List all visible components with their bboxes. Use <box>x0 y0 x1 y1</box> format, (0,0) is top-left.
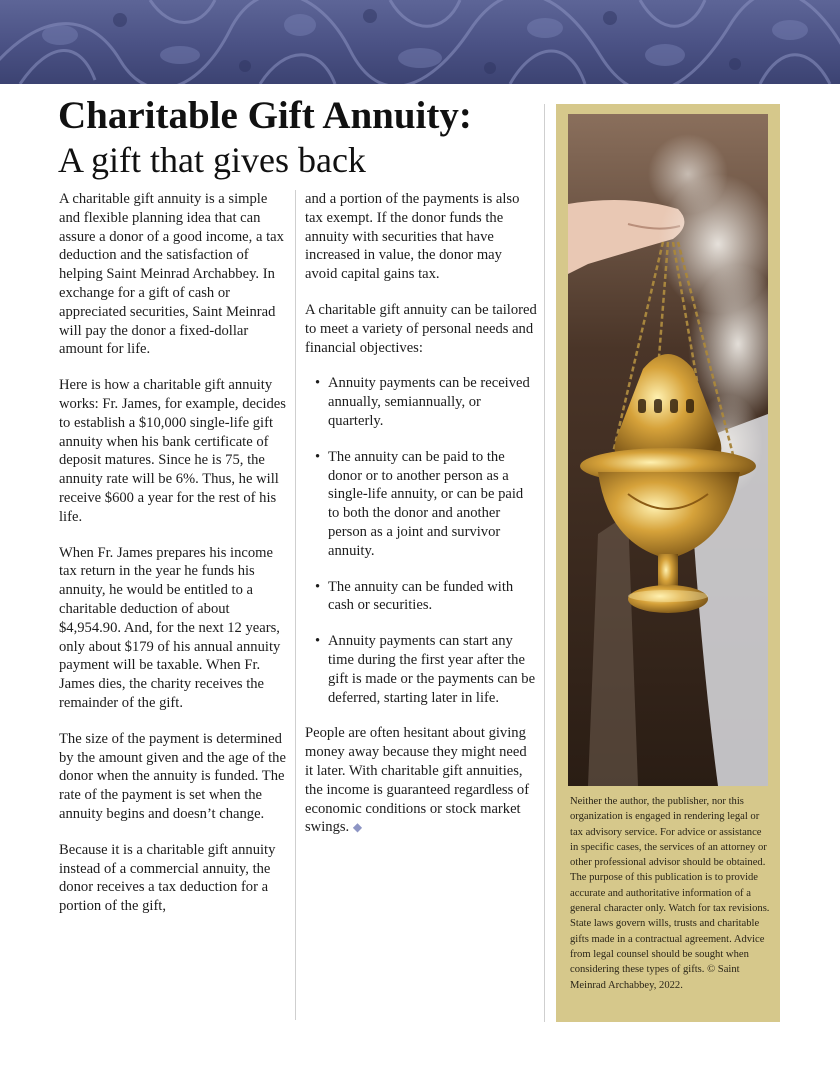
sidebar-divider <box>544 104 545 1022</box>
body-column-middle <box>305 190 537 854</box>
paragraph-tailored: A charitable gift annuity can be tailored to meet a variety of personal needs and financial objectives: <box>305 301 537 356</box>
list-item <box>305 448 537 561</box>
closing-text: People are often hesitant about giving money away because they might need it later. With charitable gift annuities, the income is guaranteed regardless of economic conditions or stock market swings. <box>305 725 530 836</box>
bullet-icon: • <box>315 633 321 650</box>
decorative-banner <box>0 0 840 84</box>
list-item-text: The annuity can be paid to the donor or to another person as a single-life annuity, or can be paid to both the donor and another person as a joint and survivor annuity. <box>328 448 524 559</box>
list-item-text: Annuity payments can be received annually, semiannually, or quarterly. <box>328 375 530 429</box>
paragraph-tax-exempt: and a portion of the payments is also tax exempt. If the donor funds the annuity with securities that have increased in value, the donor may avoid capital gains tax. <box>305 191 520 283</box>
body-column-left <box>59 190 287 933</box>
ornament-pattern <box>0 0 840 84</box>
end-mark-diamond-icon: ◆ <box>352 820 363 835</box>
page-subtitle: A gift that gives back <box>58 140 366 180</box>
paragraph-closing <box>305 724 537 837</box>
bullet-icon: • <box>315 375 321 392</box>
list-item <box>305 578 537 616</box>
list-item-text: Annuity payments can start any time during the first year after the gift is made or the payments can be deferred, starting later in life. <box>328 633 536 706</box>
sidebar-panel <box>556 104 780 1022</box>
censer-photo <box>568 114 768 786</box>
bullet-icon: • <box>315 448 321 465</box>
paragraph-example: Here is how a charitable gift annuity works: Fr. James, for example, decides to establish a $10,000 single-life gift annuity when his bank certificate of deposit matures. Since he is 75, the annuity rate will be 6%. Thus, he will receive $600 a year for the rest of his life. <box>59 377 286 525</box>
paragraph-payment-size: The size of the payment is determined by the amount given and the age of the donor when the annuity is funded. The rate of the payment is set when the annuity begins and doesn’t change. <box>59 730 286 822</box>
page-title: Charitable Gift Annuity: <box>58 94 472 137</box>
paragraph-intro: A charitable gift annuity is a simple and flexible planning idea that can assure a donor of a good income, a tax deduction and the satisfaction of helping Saint Meinrad Archabbey. In exchange for a gift of cash or appreciated securities, Saint Meinrad will pay the donor a fixed-dollar amount for life. <box>59 191 284 358</box>
bullet-icon: • <box>315 578 321 595</box>
list-item <box>305 374 537 430</box>
benefits-list <box>305 374 537 707</box>
censer-illustration <box>568 114 768 786</box>
paragraph-tax-deduction: When Fr. James prepares his income tax return in the year he funds his annuity, he would be entitled to a charitable deduction of about $4,954.90. And, for the next 12 years, only about $179 of his annual annuity payment will be taxable. When Fr. James dies, the charity receives the remainder of the gift. <box>59 544 281 711</box>
legal-disclaimer: Neither the author, the publisher, nor this organization is engaged in rendering legal or tax advisory service. For advice or assistance in specific cases, the services of an attorney or other professional advisor should be obtained. The purpose of this publication is to provide accurate and authoritative information of a general character only. Watch for tax revisions. State laws govern wills, trusts and charitable gifts made in a contractual agreement. Advice from legal counsel should be sought when considering these types of gifts. © Saint Meinrad Archabbey, 2022. <box>570 796 770 991</box>
paragraph-tax-portion: Because it is a charitable gift annuity instead of a commercial annuity, the donor receives a tax deduction for a portion of the gift, <box>59 841 276 915</box>
list-item-text: The annuity can be funded with cash or securities. <box>328 578 514 614</box>
list-item <box>305 632 537 707</box>
column-divider <box>295 190 296 1020</box>
